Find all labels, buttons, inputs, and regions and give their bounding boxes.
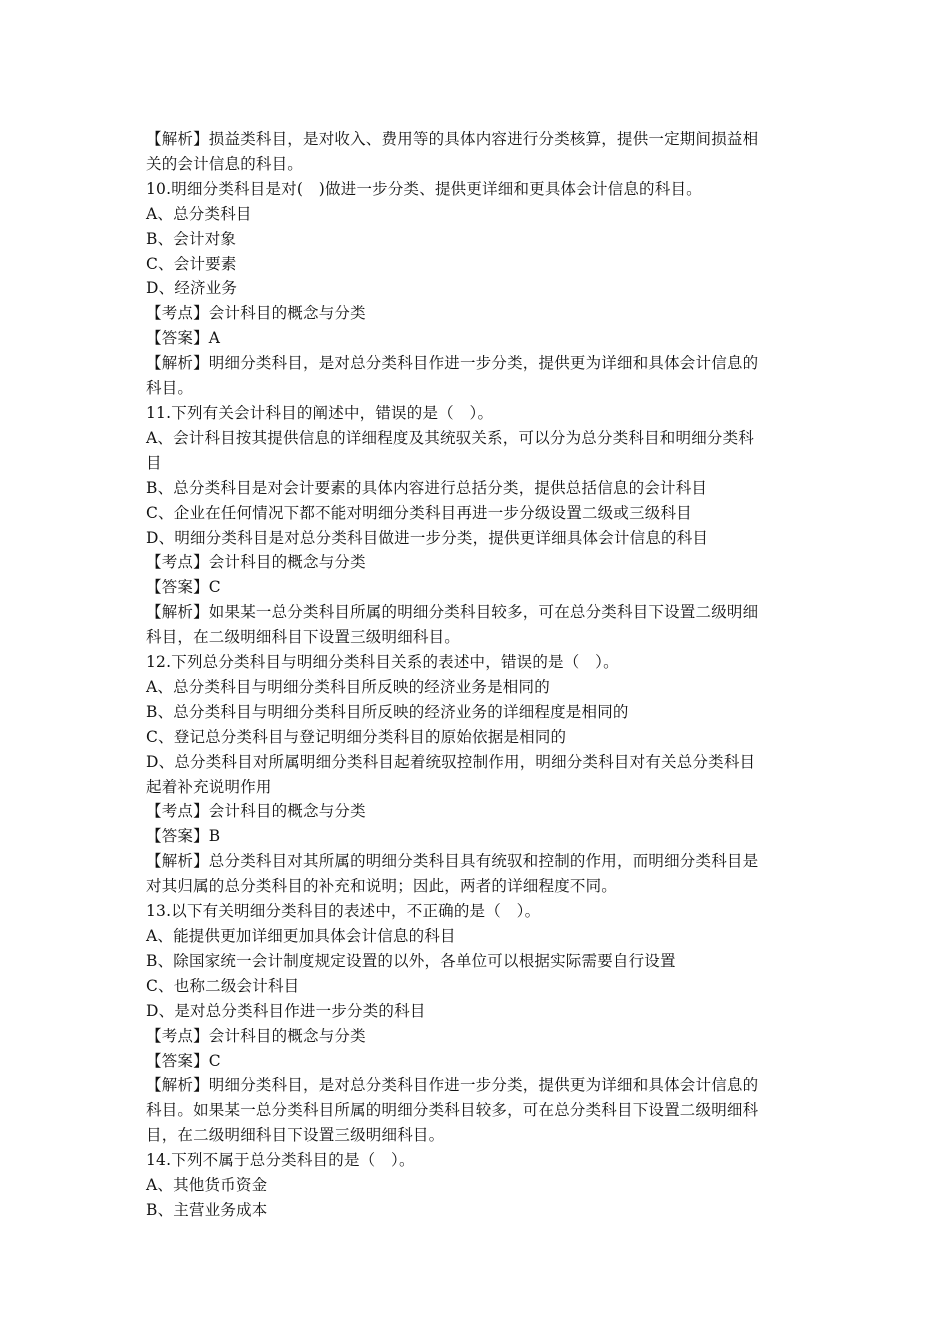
text-line: 对其归属的总分类科目的补充和说明；因此，两者的详细程度不同。 [146,877,618,896]
answer-line: 【答案】A [146,329,221,348]
option-a: A、总分类科目与明细分类科目所反映的经济业务是相同的 [146,677,550,696]
analysis-line: 【解析】明细分类科目，是对总分类科目作进一步分类，提供更为详细和具体会计信息的 [146,354,759,373]
analysis-line: 【解析】总分类科目对其所属的明细分类科目具有统驭和控制的作用，而明细分类科目是 [146,852,759,871]
option-c: C、企业在任何情况下都不能对明细分类科目再进一步分级设置二级或三级科目 [146,503,692,522]
option-b: B、总分类科目是对会计要素的具体内容进行总括分类，提供总括信息的会计科目 [146,478,708,497]
text-line: 【解析】损益类科目，是对收入、费用等的具体内容进行分类核算，提供一定期间损益相 [146,130,759,148]
question-stem: 13.以下有关明细分类科目的表述中，不正确的是（ ）。 [146,902,541,921]
option-a: A、总分类科目 [146,204,252,223]
option-b: B、会计对象 [146,229,237,248]
option-c: C、会计要素 [146,254,237,273]
option-d: D、明细分类科目是对总分类科目做进一步分类，提供更详细具体会计信息的科目 [146,528,709,547]
analysis-line: 【解析】明细分类科目，是对总分类科目作进一步分类，提供更为详细和具体会计信息的 [146,1076,759,1095]
topic-line: 【考点】会计科目的概念与分类 [146,304,366,323]
answer-line: 【答案】C [146,578,221,597]
answer-line: 【答案】B [146,827,221,846]
option-b: B、主营业务成本 [146,1200,268,1219]
option-c: C、也称二级会计科目 [146,976,300,995]
text-line: 目 [146,453,162,472]
question-stem: 10.明细分类科目是对( )做进一步分类、提供更详细和更具体会计信息的科目。 [146,179,702,198]
text-line: 科目，在二级明细科目下设置三级明细科目。 [146,628,461,647]
text-line: 目，在二级明细科目下设置三级明细科目。 [146,1126,445,1145]
option-b: B、总分类科目与明细分类科目所反映的经济业务的详细程度是相同的 [146,702,629,721]
analysis-line: 【解析】如果某一总分类科目所属的明细分类科目较多，可在总分类科目下设置二级明细 [146,603,759,622]
option-a: A、会计科目按其提供信息的详细程度及其统驭关系，可以分为总分类科目和明细分类科 [146,428,754,447]
option-d: D、经济业务 [146,279,238,298]
text-line: 科目。如果某一总分类科目所属的明细分类科目较多，可在总分类科目下设置二级明细科 [146,1101,759,1120]
answer-line: 【答案】C [146,1051,221,1070]
text-line: 起着补充说明作用 [146,777,272,796]
text-line: 关的会计信息的科目。 [146,154,304,173]
question-stem: 12.下列总分类科目与明细分类科目关系的表述中，错误的是（ ）。 [146,653,619,672]
option-a: A、能提供更加详细更加具体会计信息的科目 [146,927,456,945]
topic-line: 【考点】会计科目的概念与分类 [146,553,366,572]
option-b: B、除国家统一会计制度规定设置的以外，各单位可以根据实际需要自行设置 [146,951,676,970]
option-d: D、总分类科目对所属明细分类科目起着统驭控制作用，明细分类科目对有关总分类科目 [146,752,756,771]
topic-line: 【考点】会计科目的概念与分类 [146,1026,366,1045]
topic-line: 【考点】会计科目的概念与分类 [146,802,366,821]
option-d: D、是对总分类科目作进一步分类的科目 [146,1001,426,1020]
question-stem: 14.下列不属于总分类科目的是（ ）。 [146,1151,415,1170]
text-line: 科目。 [146,379,194,398]
document-body [146,127,806,1223]
question-stem: 11.下列有关会计科目的阐述中，错误的是（ ）。 [146,403,494,422]
option-a: A、其他货币资金 [146,1176,268,1195]
option-c: C、登记总分类科目与登记明细分类科目的原始依据是相同的 [146,727,567,746]
